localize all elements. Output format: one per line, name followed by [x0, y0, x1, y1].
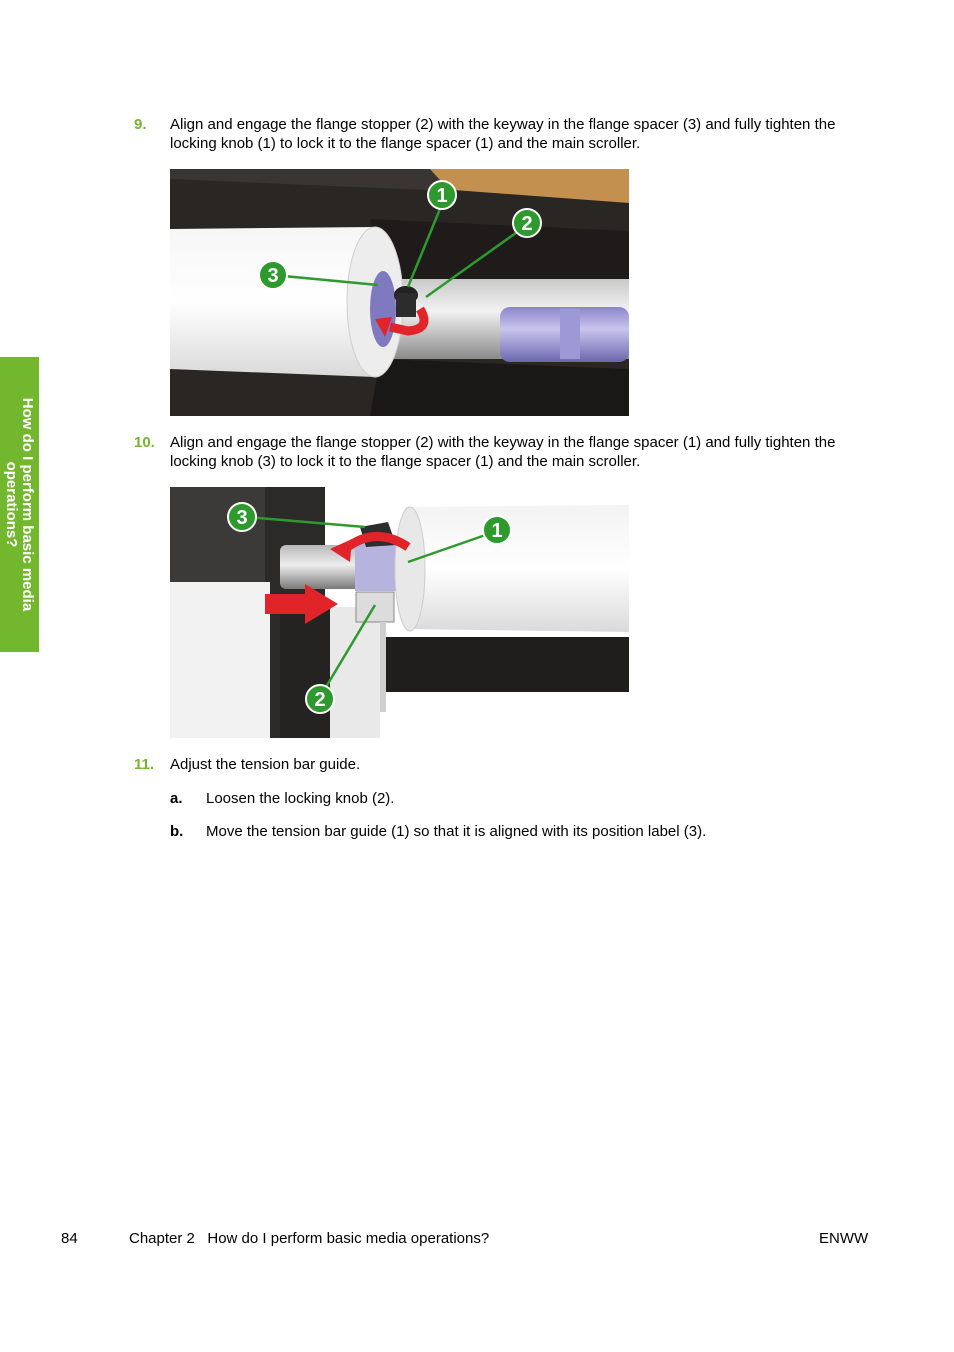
- chapter-side-tab: [0, 357, 39, 652]
- substep-letter: a.: [170, 790, 183, 807]
- callout-2: 2: [314, 689, 326, 711]
- callout-3: 3: [236, 507, 248, 529]
- footer-chapter: Chapter 2 How do I perform basic media operations?: [129, 1230, 490, 1247]
- page-number: 84: [61, 1230, 78, 1247]
- substep-text: Move the tension bar guide (1) so that it is aligned with its position label (3).: [206, 823, 707, 840]
- printer-roll-illustration-1: [170, 169, 629, 416]
- step-number: 9.: [134, 116, 147, 133]
- printer-roll-illustration-2: [170, 487, 629, 738]
- callout-1: 1: [491, 520, 503, 542]
- side-tab-label: How do I perform basic media operations?: [3, 397, 37, 612]
- step-number: 10.: [134, 434, 155, 451]
- substep-text: Loosen the locking knob (2).: [206, 790, 395, 807]
- step-number: 11.: [134, 756, 155, 773]
- footer-doc-id: ENWW: [819, 1230, 869, 1247]
- step-text: Align and engage the flange stopper (2) with the keyway in the flange spacer (1) and fully tighten the locking knob (3) to lock it to the flange spacer (1) and the main scroller.: [170, 434, 836, 470]
- callout-1: 1: [436, 185, 448, 207]
- figure-flange-stopper-step-9: [170, 169, 629, 416]
- step-text: Align and engage the flange stopper (2) with the keyway in the flange spacer (3) and fully tighten the locking knob (1) to lock it to the flange spacer (1) and the main scroller.: [170, 116, 836, 152]
- figure-flange-stopper-step-10: [170, 487, 629, 738]
- step-text: Adjust the tension bar guide.: [170, 756, 361, 773]
- callout-3: 3: [267, 265, 279, 287]
- callout-2: 2: [521, 213, 533, 235]
- substep-letter: b.: [170, 823, 184, 840]
